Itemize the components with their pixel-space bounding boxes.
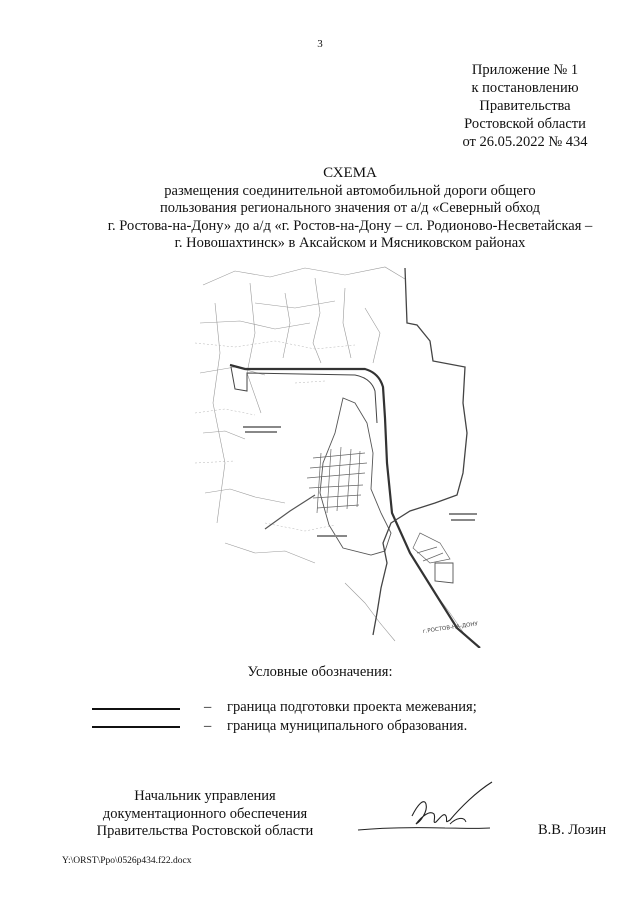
appendix-line: Правительства xyxy=(479,98,571,114)
map-project-boundary xyxy=(231,367,377,423)
title-line: г. Новошахтинск» в Аксайском и Мясниковском районах xyxy=(174,235,526,251)
appendix-line: Приложение № 1 xyxy=(471,62,579,78)
signatory-line: Начальник управления xyxy=(134,788,276,804)
title-line: пользования регионального значения от а/д «Северный обход xyxy=(160,200,540,216)
file-path: Y:\ORST\Ppo\0526p434.f22.docx xyxy=(62,856,192,866)
signer-name: В.В. Лозин xyxy=(538,822,607,838)
appendix-line: от 26.05.2022 № 434 xyxy=(462,134,588,150)
map-junction-area xyxy=(435,563,453,583)
handwritten-signature xyxy=(350,778,510,840)
legend-item-municipal-boundary xyxy=(92,718,592,738)
map-main-road xyxy=(230,365,480,648)
document-title xyxy=(60,165,640,253)
title-line: размещения соединительной автомобильной дороги общего xyxy=(164,182,536,199)
legend-text: граница муниципального образования. xyxy=(227,718,468,734)
page-number: 3 xyxy=(317,38,323,50)
scheme-map xyxy=(195,263,505,648)
legend-line-symbol xyxy=(92,708,180,710)
map-settlement-outline xyxy=(320,398,391,555)
signatory-position xyxy=(85,788,325,841)
legend-item-project-boundary xyxy=(92,699,592,719)
appendix-line: Ростовской области xyxy=(464,116,586,132)
title-line: г. Ростова-на-Дону» до а/д «г. Ростов-на-Дону – сл. Родионово-Несветайская – xyxy=(107,217,593,234)
appendix-header xyxy=(440,61,610,151)
appendix-line: к постановлению xyxy=(471,80,579,96)
title-heading: СХЕМА xyxy=(323,165,377,181)
signatory-line: Правительства Ростовской области xyxy=(96,823,314,839)
legend-title: Условные обозначения: xyxy=(247,664,393,680)
map-background-lines xyxy=(200,267,465,641)
map-road-label: г.РОСТОВ-НА-ДОНУ xyxy=(422,621,479,635)
legend-text: граница подготовки проекта межевания; xyxy=(227,699,477,715)
legend-dash: – xyxy=(204,699,212,715)
signatory-line: документационного обеспечения xyxy=(102,805,308,822)
map-place-labels xyxy=(243,426,477,537)
legend-dash: – xyxy=(204,718,212,734)
map-diagonal-road xyxy=(265,495,315,529)
legend-line-symbol xyxy=(92,726,180,728)
